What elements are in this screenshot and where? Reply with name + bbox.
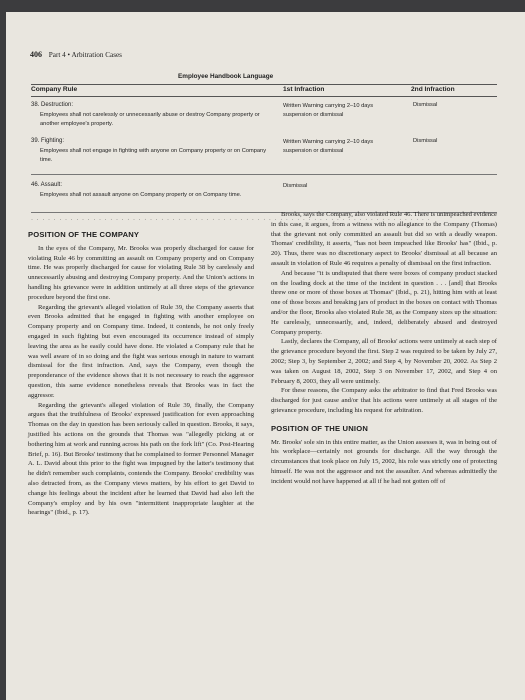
paragraph: Lastly, declares the Company, all of Brooks' actions were untimely at each step of the grievance procedure beyond the first. Step 2 was required to be taken by July 27, 2002; Step 3, by September 2, 2002; and Step 4, by November 20, 2002. As Step 2 was taken on August 18, 2002, Step 3 on November 17, 2002, and Step 4 on February 8, 2003, they all were untimely. [271, 338, 497, 385]
table-header-line [31, 96, 497, 97]
section-heading-union: POSITION OF THE UNION [271, 423, 369, 433]
first-infraction: Written Warning carrying 2–10 days suspension or dismissal [283, 103, 374, 118]
rule-description: Employees shall not engage in fighting with anyone on Company property or on Company time. [40, 148, 267, 163]
part-title: Part 4 • Arbitration Cases [48, 51, 122, 59]
table-rule-line [31, 84, 497, 85]
left-column [28, 230, 254, 518]
column-header-second: 2nd Infraction [411, 86, 455, 93]
page-header [30, 50, 122, 59]
page-number: 406 [30, 50, 42, 59]
second-infraction: Dismissal [413, 102, 438, 108]
table-divider [31, 174, 497, 175]
rule-description: Employees shall not carelessly or unnecessarily abuse or destroy Company property or another employee's property. [40, 112, 260, 127]
paragraph: Regarding the grievant's alleged violation of Rule 39, the Company asserts that even Brooks admitted that he engaged in fighting with another employee on Company property and on Company time. Indeed, it contends, he not only freely engaged in such fighting but even encouraged its occurrence instead of simply leaving the area as he easily could have done. He violated a Company rule that he was well aware of in so doing and the fight was serious enough in nature to warrant dismissal for the first infraction. And, says the Company, even though the preponderance of the evidence shows that it is not necessary to reach the aggressor question, this same evidence nonetheless reveals that Brooks was in fact the aggressor. [28, 303, 254, 399]
column-header-rule: Company Rule [31, 86, 78, 93]
rule-name: 46. Assault: [31, 182, 63, 188]
second-infraction: Dismissal [413, 138, 438, 144]
first-infraction: Written Warning carrying 2–10 days suspension or dismissal [283, 139, 374, 154]
paragraph: For these reasons, the Company asks the arbitrator to find that Fred Brooks was discharged for just cause and/or that his actions were untimely at all stages of the grievance procedure, including his request for arbitration. [271, 387, 497, 414]
rule-name: 38. Destruction: [31, 102, 74, 108]
paragraph: Regarding the grievant's alleged violation of Rule 39, finally, the Company argues that the truthfulness of Brooks' expressed justification for even approaching Thomas on the day in question has been seriously called in question. Brooks, it says, justified his actions on the grounds that Thomas was "allegedly picking at or bothering him at work and running across his path on the fork lift" (Co. Post-Hearing Brief, p. 16). But Brooks' testimony that he complained to former Personnel Manager A. L. David about this prior to the fight was impugned by the latter's testimony that he didn't remember such complaints, contends the Company. Brooks' credibility was also detracted from, as the Company views matters, by his effort to get David to change his feelings about the incident after he learned that David had also left the Company's employ and by his own "intermittent inappropriate laughter at the hearings" (Ibid., p. 17). [28, 401, 254, 517]
paragraph: Mr. Brooks' sole sin in this entire matter, as the Union assesses it, was in being out of his workplace—certainly not grounds for discharge. All the way through the circumstances that took place on July 15, 2002, his role was strictly one of protecting himself. He was not the aggressor and not the assaulter. And whereas admittedly the incident would not have happened at all if he had not gotten off of [271, 438, 497, 485]
right-column [271, 210, 497, 487]
table-break: · · · · · · · · · · · · · · · · · · · · · · · · · · · · · · · · · · · · · · · · · · · · · · · · · · · · · · · · · · · · · · · · · · · · · · · [31, 217, 431, 223]
paragraph: In the eyes of the Company, Mr. Brooks was properly discharged for cause for violating Rule 46 by committing an assault on Company property and on Company time. He was properly discharged for cause for violating Rule 38 by carelessly and unnecessarily abusing and destroying Company property. And the Union's actions in handling his grievance were in addition untimely at all three steps of the grievance procedure beyond the first one. [28, 244, 254, 301]
table-title: Employee Handbook Language [178, 73, 274, 80]
first-infraction: Dismissal [283, 183, 308, 189]
rule-description: Employees shall not assault anyone on Company property or on Company time. [40, 192, 242, 198]
column-header-first: 1st Infraction [283, 86, 325, 93]
book-page [6, 12, 525, 700]
paragraph: And because "it is undisputed that there were boxes of company product stacked on the loading dock at the time of the incident in question . . . [and] that Brooks threw one or more of those boxes at Thomas" (Ibid., p. 21), hitting him with at least one of those boxes and breaking jars of product in the boxes on contact with Thomas and/or the floor, Brooks also violated Rule 38, as the Company sizes up the situation: He carelessly, unnecessarily, and, indeed, deliberately abused and destroyed Company property. [271, 269, 497, 336]
rule-name: 39. Fighting: [31, 138, 65, 144]
section-heading-company: POSITION OF THE COMPANY [28, 230, 140, 239]
paragraph: Brooks, says the Company, also violated Rule 46. There is unimpeached evidence in this case, it argues, from a witness with no allegiance to the Company (Thomas) that the grievant not only committed an assault but did so with a deadly weapon. Thomas' credibility, it asserts, "has not been impeached like Brooks' has" (Ibid., p. 20). Thus, there was no discretionary aspect to Brooks' dismissal at all because an assault in violation of Rule 46 requires a penalty of dismissal on the first infraction. [271, 211, 497, 267]
